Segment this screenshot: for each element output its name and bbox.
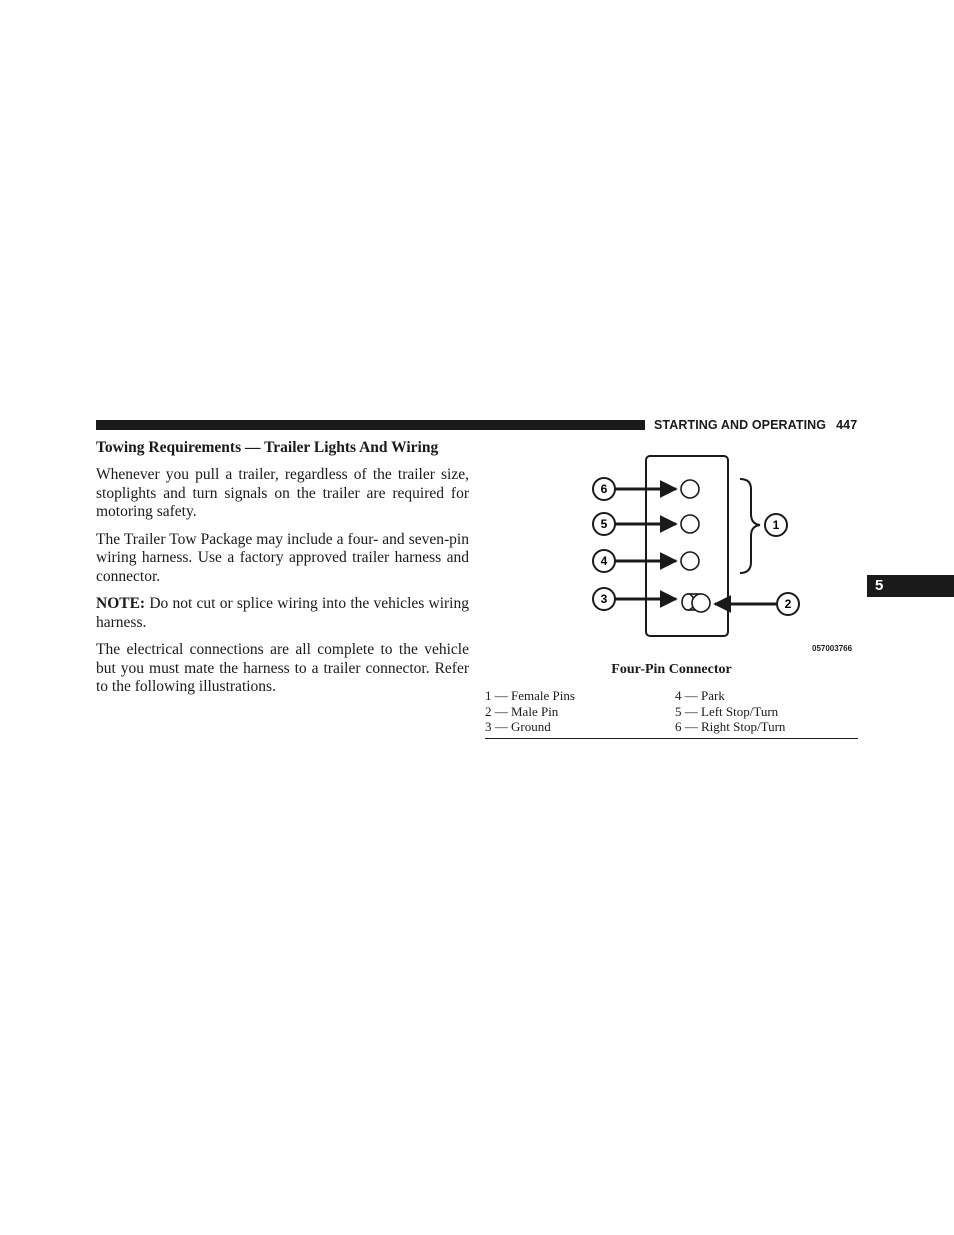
pin-6-socket [681, 480, 699, 498]
legend-item: 5 — Left Stop/Turn [675, 703, 779, 719]
legend-item: 3 — Ground [485, 719, 551, 734]
callout-3-label: 3 [600, 592, 608, 606]
running-header [654, 418, 858, 432]
figure-legend [485, 688, 858, 739]
paragraph-safety: Whenever you pull a trailer, regardless of the trailer size, stoplights and turn signals on the trailer are required for motoring safety. [96, 466, 469, 520]
callout-4-label: 4 [600, 554, 608, 568]
legend-item: 2 — Male Pin [485, 703, 559, 719]
header-rule [96, 420, 645, 430]
four-pin-connector-diagram [560, 452, 860, 662]
paragraph-connections: The electrical connections are all complete to the vehicle but you must mate the harness to a trailer connector. Refer to the following illustrations. [96, 641, 469, 695]
callout-1-label: 1 [772, 518, 780, 532]
header-section-title: STARTING AND OPERATING [654, 418, 827, 432]
legend-row [485, 719, 858, 735]
section-heading: Towing Requirements — Trailer Lights And Wiring [96, 439, 439, 456]
note-label: NOTE: [96, 595, 146, 612]
callout-6-label: 6 [600, 482, 608, 496]
note-text: Do not cut or splice wiring into the vehicles wiring harness. [96, 595, 469, 631]
legend-item: 6 — Right Stop/Turn [675, 719, 786, 734]
body-column [96, 438, 469, 706]
legend-item: 4 — Park [675, 688, 725, 703]
pin-5-socket [681, 515, 699, 533]
figure-code: 057003766 [812, 644, 853, 653]
page-number: 447 [836, 418, 858, 432]
figure-caption: Four-Pin Connector [611, 662, 732, 677]
legend-row [485, 704, 858, 720]
chapter-tab: 5 [867, 575, 954, 597]
callout-5-label: 5 [600, 517, 608, 531]
note-paragraph [96, 595, 469, 632]
male-pin [682, 594, 710, 612]
callout-2-label: 2 [784, 597, 792, 611]
female-pins-bracket [740, 479, 760, 573]
legend-item: 1 — Female Pins [485, 688, 575, 703]
legend-row [485, 688, 858, 704]
paragraph-harness: The Trailer Tow Package may include a four- and seven-pin wiring harness. Use a factory approved trailer harness and connector. [96, 530, 469, 585]
pin-4-socket [681, 552, 699, 570]
